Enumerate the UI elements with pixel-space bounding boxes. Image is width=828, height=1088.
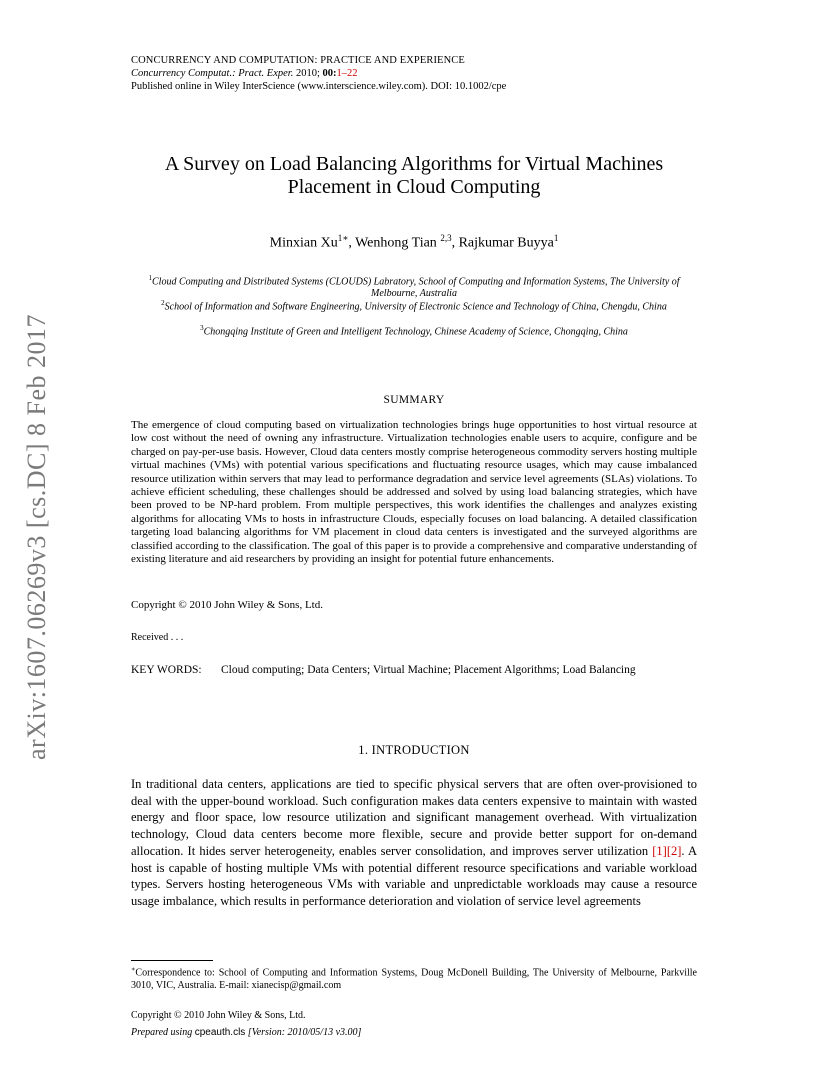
introduction-paragraph xyxy=(131,776,697,910)
footnote-divider xyxy=(131,960,213,961)
affiliation-text: School of Information and Software Engineering, University of Electronic Science and Technology of China, Chengdu, China xyxy=(164,301,667,313)
summary-heading: SUMMARY xyxy=(383,394,445,406)
published-line: Published online in Wiley InterScience (www.interscience.wiley.com). DOI: 10.1002/cpe xyxy=(131,81,507,92)
citation-link-2[interactable]: [2] xyxy=(666,843,682,858)
journal-year: 2010; xyxy=(295,68,320,79)
author-affil-mark: 1 xyxy=(553,233,559,243)
affiliation-mark: 3 xyxy=(200,324,204,332)
journal-abbrev: Concurrency Computat.: Pract. Exper. xyxy=(131,68,294,79)
title-line-2: Placement in Cloud Computing xyxy=(287,176,541,198)
footer-copyright: Copyright © 2010 John Wiley & Sons, Ltd. xyxy=(131,1010,306,1021)
affiliation-mark: 1 xyxy=(148,274,152,282)
keywords-text: Cloud computing; Data Centers; Virtual Machine; Placement Algorithms; Load Balancing xyxy=(221,664,636,676)
title-line-1: A Survey on Load Balancing Algorithms for Virtual Machines xyxy=(164,153,664,175)
footer-cls-name: cpeauth.cls xyxy=(194,1027,246,1038)
journal-volume: 00: xyxy=(322,68,337,79)
footer-prepared-prefix: Prepared using xyxy=(131,1027,195,1038)
footer-version: [Version: 2010/05/13 v3.00] xyxy=(245,1027,362,1038)
affiliation-mark: 2 xyxy=(161,299,165,307)
keywords-label: KEY WORDS: xyxy=(131,664,202,676)
citation-link-1[interactable]: [1] xyxy=(652,843,667,858)
author-affil-mark: 1∗ xyxy=(337,233,349,243)
section-heading-introduction: 1. INTRODUCTION xyxy=(358,743,470,757)
received-line: Received . . . xyxy=(131,632,184,643)
author-list xyxy=(131,233,697,252)
correspondence-footnote xyxy=(131,964,697,993)
author-name: Rajkumar Buyya xyxy=(458,235,554,251)
affiliation-text: Chongqing Institute of Green and Intelligent Technology, Chinese Academy of Science, Chongqing, China xyxy=(203,326,628,338)
author-separator: , xyxy=(348,235,356,251)
affiliation-3 xyxy=(131,322,697,338)
journal-name: CONCURRENCY AND COMPUTATION: PRACTICE AND EXPERIENCE xyxy=(131,55,465,66)
journal-citation xyxy=(131,67,506,80)
arxiv-stamp: arXiv:1607.06269v3 [cs.DC] 8 Feb 2017 xyxy=(22,313,51,760)
footnote-mark: ∗ xyxy=(131,966,136,973)
author-separator: , xyxy=(451,235,459,251)
abstract-copyright: Copyright © 2010 John Wiley & Sons, Ltd. xyxy=(131,599,323,611)
intro-text: In traditional data centers, applications are tied to specific physical servers that are often over-provisioned to deal with the upper-bound workload. Such configuration makes data centers expensive to maintain with wasted energy and floor space, low resource utilization and significant management overhead. With virtualization technology, Cloud data centers become more flexible, secure and provide better support for on-demand allocation. It hides server heterogeneity, enables server consolidation, and improves server utilization xyxy=(131,777,697,858)
journal-header xyxy=(131,54,506,93)
affiliation-2 xyxy=(131,297,697,313)
journal-pages-link[interactable]: 1–22 xyxy=(336,68,358,79)
paper-title xyxy=(131,153,697,199)
intro-text-continued: . A host is capable of hosting multiple VMs with potential different resource specifications and variable workload types. Servers hosting heterogeneous VMs with variable and unpredictable workloads may cause a resource usage imbalance, which results in performance deterioration and violation of service level agreements xyxy=(131,843,697,908)
affiliation-text: Cloud Computing and Distributed Systems (CLOUDS) Labratory, School of Computing and Information Systems, The University of Melbourne, Australia xyxy=(152,276,680,300)
author-name: Wenhong Tian xyxy=(355,235,441,251)
author-name: Minxian Xu xyxy=(269,235,338,251)
footnote-text: Correspondence to: School of Computing and Information Systems, Doug McDonell Building, The University of Melbourne, Parkville 3010, VIC, Australia. E-mail: xianecisp@gmail.com xyxy=(131,967,697,991)
footer-prepared xyxy=(131,1027,361,1038)
author-affil-mark: 2,3 xyxy=(440,233,452,243)
abstract-text: The emergence of cloud computing based on virtualization technologies brings huge opportunities to host virtual resource at low cost without the need of owning any infrastructure. Virtualization technologies enable users to acquire, configure and be charged on pay-per-use basis. However, Cloud data centers mostly comprise heterogeneous commodity servers hosting multiple virtual machines (VMs) with potential various specifications and fluctuating resource usages, which may cause imbalanced resource utilization within servers that may lead to performance degradation and service level agreements (SLAs) violations. To achieve efficient scheduling, these challenges should be addressed and solved by using load balancing strategies, which have been proved to be NP-hard problem. From multiple perspectives, this work identifies the challenges and analyzes existing algorithms for allocating VMs to hosts in infrastructure Clouds, especially focuses on load balancing. A detailed classification targeting load balancing algorithms for VM placement in cloud data centers is investigated and the surveyed algorithms are classified according to the classification. The goal of this paper is to provide a comprehensive and comparative understanding of existing literature and aid researchers by providing an insight for potential future enhancements. xyxy=(131,419,697,566)
